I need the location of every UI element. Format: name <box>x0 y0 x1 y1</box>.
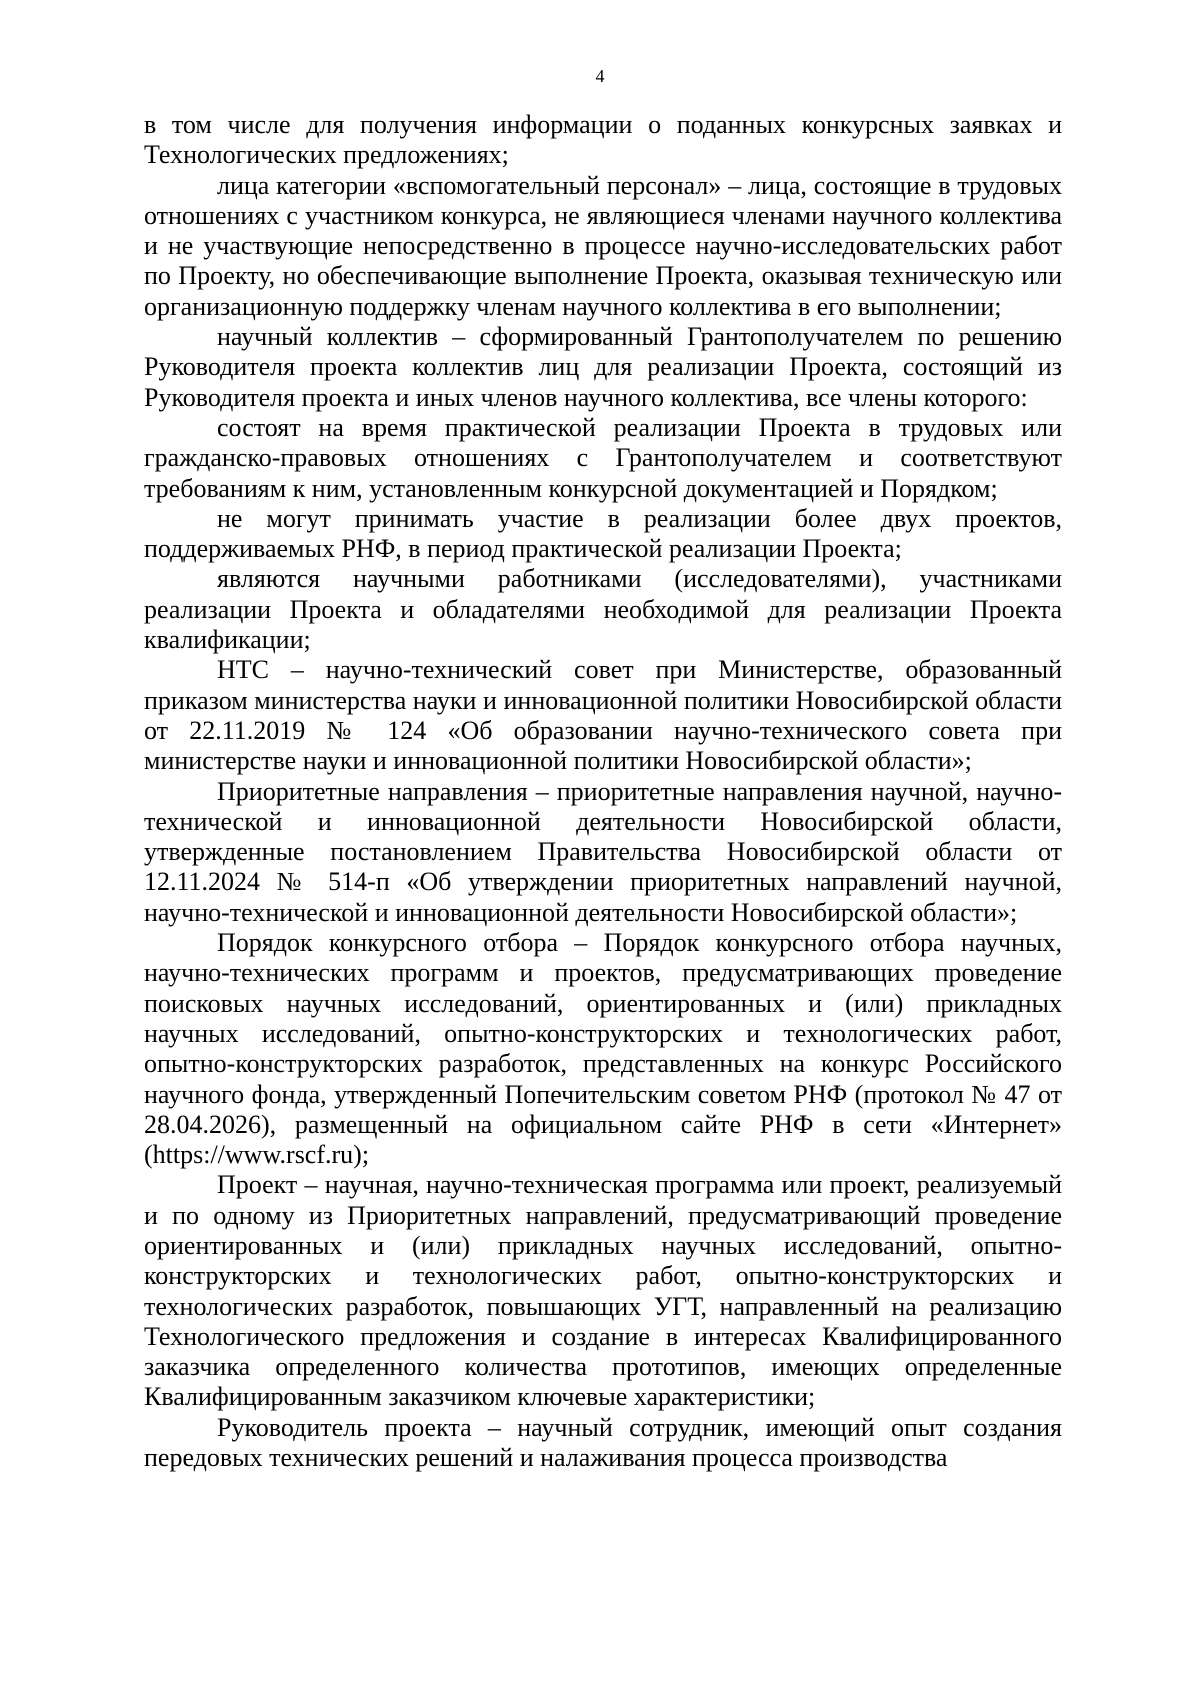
paragraph-priority-directions-definition: Приоритетные направления – приоритетные направления научной, научно-технической и инновационной деятельности Новосибирской области, утвержденные постановлением Правительства Новосибирской области от 12.11.2024 № 514-п «Об утверждении приоритетных направлений научной, научно-технической и инновационной деятельности Новосибирской области»; <box>144 776 1062 927</box>
document-body <box>144 110 1062 1473</box>
paragraph-team-condition-employment: состоят на время практической реализации Проекта в трудовых или гражданско-правовых отношениях с Грантополучателем и соответствуют требованиям к ним, установленным конкурсной документацией и Порядком; <box>144 412 1062 503</box>
paragraph-nts-definition: НТС – научно-технический совет при Министерстве, образованный приказом министерства науки и инновационной политики Новосибирской области от 22.11.2019 № 124 «Об образовании научно-технического совета при министерстве науки и инновационной политики Новосибирской области»; <box>144 655 1062 776</box>
paragraph-selection-procedure-definition: Порядок конкурсного отбора – Порядок конкурсного отбора научных, научно-технических программ и проектов, предусматривающих проведение поисковых научных исследований, ориентированных и (или) прикладных научных исследований, опытно-конструкторских и технологических работ, опытно-конструкторских разработок, представленных на конкурс Российского научного фонда, утвержденный Попечительским советом РНФ (протокол № 47 от 28.04.2026), размещенный на официальном сайте РНФ в сети «Интернет» (https://www.rscf.ru); <box>144 928 1062 1170</box>
page-number: 4 <box>595 66 605 86</box>
paragraph-continuation: в том числе для получения информации о поданных конкурсных заявках и Технологических предложениях; <box>144 110 1062 170</box>
paragraph-team-condition-qualification: являются научными работниками (исследователями), участниками реализации Проекта и обладателями необходимой для реализации Проекта квалификации; <box>144 564 1062 655</box>
paragraph-support-staff-definition: лица категории «вспомогательный персонал» – лица, состоящие в трудовых отношениях с участником конкурса, не являющиеся членами научного коллектива и не участвующие непосредственно в процессе научно-исследовательских работ по Проекту, но обеспечивающие выполнение Проекта, оказывая техническую или организационную поддержку членам научного коллектива в его выполнении; <box>144 170 1062 321</box>
paragraph-project-definition: Проект – научная, научно-техническая программа или проект, реализуемый и по одному из Приоритетных направлений, предусматривающий проведение ориентированных и (или) прикладных научных исследований, опытно-конструкторских и технологических работ, опытно-конструкторских и технологических разработок, повышающих УГТ, направленный на реализацию Технологического предложения и создание в интересах Квалифицированного заказчика определенного количества прототипов, имеющих определенные Квалифицированным заказчиком ключевые характеристики; <box>144 1170 1062 1412</box>
paragraph-team-condition-limit: не могут принимать участие в реализации более двух проектов, поддерживаемых РНФ, в период практической реализации Проекта; <box>144 503 1062 564</box>
paragraph-research-team-definition: научный коллектив – сформированный Грантополучателем по решению Руководителя проекта коллектив лиц для реализации Проекта, состоящий из Руководителя проекта и иных членов научного коллектива, все члены которого: <box>144 322 1062 412</box>
paragraph-project-leader-definition: Руководитель проекта – научный сотрудник, имеющий опыт создания передовых технических решений и налаживания процесса производства <box>144 1412 1062 1473</box>
